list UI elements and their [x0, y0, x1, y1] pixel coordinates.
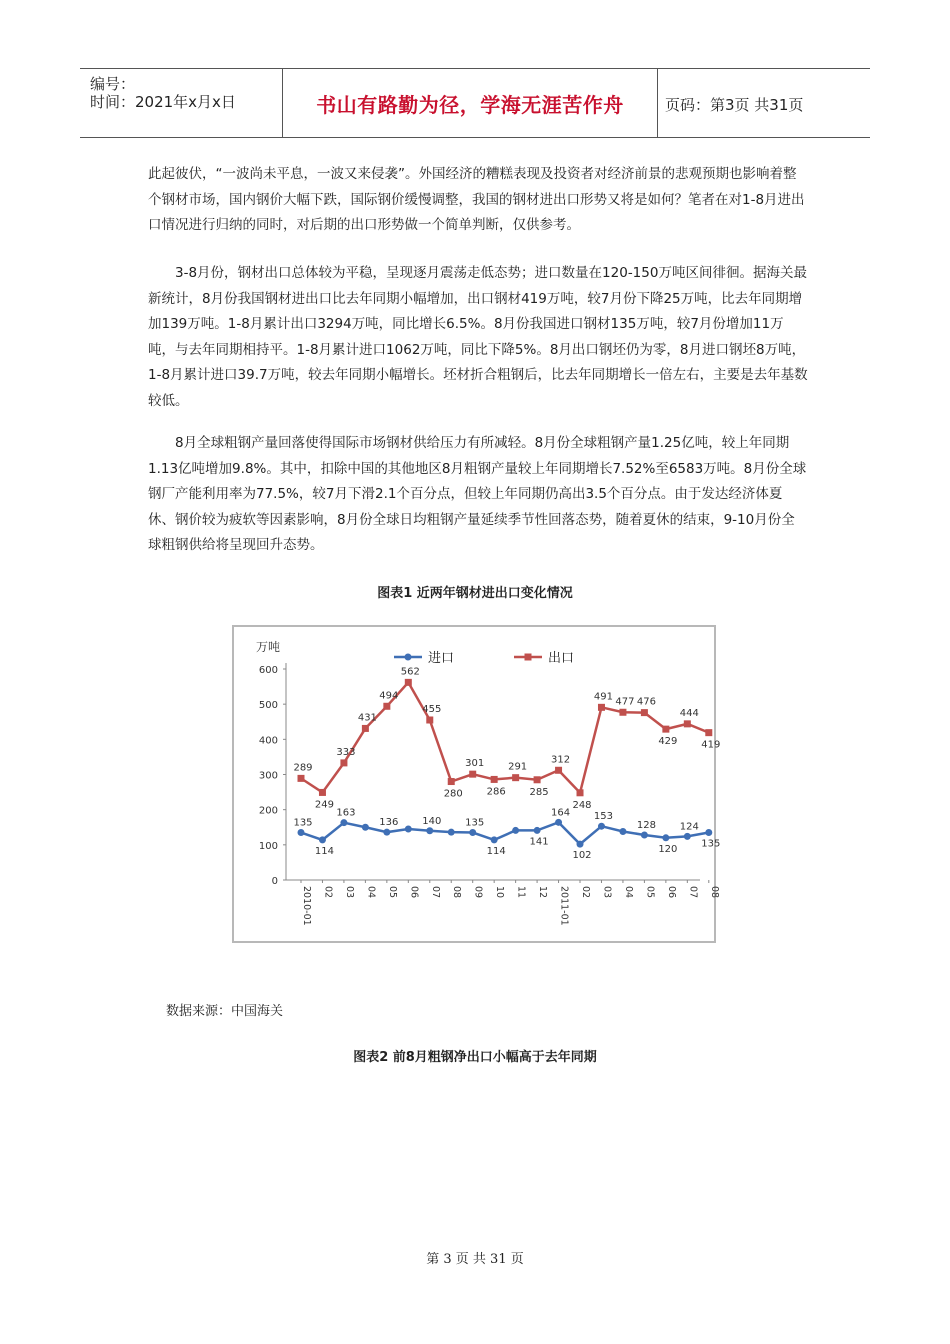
- page-header: [80, 68, 870, 138]
- data-label: 419: [701, 739, 721, 751]
- data-point: [512, 774, 519, 781]
- figure1-caption: 图表1 近两年钢材进出口变化情况: [377, 586, 573, 601]
- data-point: [298, 829, 305, 836]
- data-label: 141: [529, 836, 549, 848]
- data-label: 444: [679, 707, 699, 719]
- legend-marker: [525, 654, 532, 661]
- data-label: 249: [314, 799, 335, 811]
- data-point: [491, 836, 498, 843]
- paragraph-trade: [148, 261, 808, 414]
- data-label: 286: [486, 786, 506, 798]
- data-point: [705, 729, 712, 736]
- x-tick-label: 12: [537, 886, 549, 899]
- x-tick-label: 03: [601, 886, 613, 899]
- figure2-caption: 图表2 前8月粗钢净出口小幅高于去年同期: [353, 1050, 597, 1065]
- data-label: 333: [336, 746, 356, 758]
- data-label: 114: [486, 845, 506, 857]
- y-tick-label: 100: [258, 840, 278, 852]
- x-tick-label: 05: [386, 886, 398, 899]
- data-point: [598, 704, 605, 711]
- data-label: 280: [443, 788, 463, 800]
- data-label: 164: [551, 807, 571, 819]
- data-point: [684, 833, 691, 840]
- data-point: [383, 829, 390, 836]
- data-label: 140: [422, 815, 442, 827]
- data-point: [705, 829, 712, 836]
- data-point: [534, 776, 541, 783]
- y-tick-label: 0: [271, 876, 278, 887]
- data-point: [448, 829, 455, 836]
- x-tick-label: 09: [472, 886, 484, 899]
- data-point: [512, 827, 519, 834]
- data-label: 429: [658, 736, 678, 748]
- time-label: 时间：2021年x月x日: [90, 93, 236, 111]
- x-tick-label: 04: [622, 886, 634, 899]
- data-point: [555, 767, 562, 774]
- data-point: [426, 827, 433, 834]
- data-point: [448, 778, 455, 785]
- data-label: 431: [357, 712, 377, 724]
- data-point: [641, 831, 648, 838]
- data-point: [340, 759, 347, 766]
- page-footer: 第 3 页 共 31 页: [426, 1252, 524, 1267]
- x-tick-label: 10: [494, 886, 506, 899]
- motto: 书山有路勤为径，学海无涯苦作舟: [316, 93, 624, 117]
- data-point: [405, 826, 412, 833]
- data-label: 120: [658, 843, 678, 855]
- data-label: 491: [593, 691, 614, 703]
- data-label: 163: [336, 807, 356, 819]
- data-point: [662, 834, 669, 841]
- x-tick-label: 07: [429, 886, 441, 899]
- data-label: 562: [400, 666, 420, 678]
- data-point: [619, 828, 626, 835]
- x-tick-label: 06: [665, 886, 677, 899]
- x-tick-label: 03: [343, 886, 355, 899]
- data-label: 124: [679, 821, 699, 833]
- data-label: 248: [572, 799, 592, 811]
- data-label: 153: [593, 811, 614, 823]
- trade-line-chart: [234, 627, 721, 941]
- x-tick-label: 07: [687, 886, 699, 899]
- data-point: [662, 726, 669, 733]
- data-point: [491, 776, 498, 783]
- legend-marker: [405, 654, 412, 661]
- data-label: 301: [465, 758, 485, 770]
- x-tick-label: 04: [365, 886, 377, 899]
- header-page-cell: [657, 69, 870, 137]
- data-point: [577, 789, 584, 796]
- data-label: 128: [636, 819, 656, 831]
- x-tick-label: 2011-01: [558, 886, 570, 926]
- y-tick-label: 600: [258, 665, 278, 676]
- data-point: [469, 771, 476, 778]
- data-label: 289: [293, 762, 313, 774]
- y-axis-unit-label: 万吨: [256, 640, 281, 654]
- data-point: [426, 716, 433, 723]
- code-label: 编号：: [90, 75, 136, 93]
- data-point: [684, 720, 691, 727]
- data-point: [298, 775, 305, 782]
- data-label: 285: [529, 786, 549, 798]
- data-label: 102: [572, 850, 592, 862]
- paragraph-global: [148, 431, 808, 559]
- legend-label: 出口: [548, 651, 575, 666]
- data-label: 135: [701, 838, 721, 850]
- y-tick-label: 300: [258, 770, 278, 782]
- x-tick-label: 05: [644, 886, 656, 899]
- data-source: 数据来源：中国海关: [166, 1004, 284, 1019]
- y-tick-label: 500: [258, 700, 278, 712]
- header-motto-cell: [282, 69, 658, 137]
- data-point: [340, 819, 347, 826]
- data-label: 291: [508, 761, 528, 773]
- data-label: 136: [379, 817, 399, 829]
- data-label: 135: [293, 817, 313, 829]
- data-point: [319, 789, 326, 796]
- data-point: [362, 824, 369, 831]
- x-tick-label: 02: [322, 886, 334, 899]
- data-point: [383, 703, 390, 710]
- x-tick-label: 08: [451, 886, 463, 899]
- page-code: 页码：第3页 共31页: [665, 96, 804, 114]
- data-label: 477: [615, 696, 635, 708]
- data-point: [362, 725, 369, 732]
- data-point: [577, 841, 584, 848]
- x-tick-label: 2010-01: [301, 886, 312, 926]
- paragraph-intro: [148, 162, 808, 239]
- data-label: 455: [422, 703, 442, 715]
- data-point: [598, 823, 605, 830]
- chart-frame: [232, 625, 721, 943]
- data-point: [641, 709, 648, 716]
- data-point: [534, 827, 541, 834]
- paragraph-text: 此起彼伏，“一波尚未平息，一波又来侵袭”。外国经济的糟糕表现及投资者对经济前景的悲观预期也影响着整个钢材市场，国内钢价大幅下跌，国际钢价缓慢调整，我国的钢材进出口形势又将是如何？笔者在对1-8月进出口情况进行归纳的同时，对后期的出口形势做一个简单判断，仅供参考。: [148, 166, 805, 233]
- x-tick-label: 11: [515, 886, 527, 899]
- data-label: 476: [636, 696, 656, 708]
- data-label: 494: [379, 690, 399, 702]
- data-label: 114: [314, 845, 335, 857]
- data-point: [619, 709, 626, 716]
- legend-label: 进口: [428, 651, 455, 666]
- header-info-cell: [80, 69, 282, 137]
- x-tick-label: 08: [708, 886, 720, 899]
- data-point: [319, 836, 326, 843]
- paragraph-text: 3-8月份，钢材出口总体较为平稳，呈现逐月震荡走低态势；进口数量在120-150万吨区间徘徊。据海关最新统计，8月份我国钢材进出口比去年同期小幅增加，出口钢材419万吨，较7月份下降25万吨，比去年同期增加139万吨。1-8月累计出口3294万吨，同比增长6.5%。8月份我国进口钢材135万吨，较7月份增加11万吨，与去年同期相持平。1-8月累计进口1062万吨，同比下降5%。8月出口钢坯仍为零，8月进口钢坯8万吨，1-8月累计进口39.7万吨，较去年同期小幅增长。坯材折合粗钢后，比去年同期增长一倍左右，主要是去年基数较低。: [148, 265, 808, 409]
- y-tick-label: 200: [258, 805, 278, 817]
- data-point: [469, 829, 476, 836]
- data-label: 312: [551, 754, 571, 766]
- x-tick-label: 02: [580, 886, 592, 899]
- data-point: [555, 819, 562, 826]
- paragraph-text: 8月全球粗钢产量回落使得国际市场钢材供给压力有所减轻。8月份全球粗钢产量1.25亿吨，较上年同期1.13亿吨增加9.8%。其中，扣除中国的其他地区8月粗钢产量较上年同期增长7.52%至6583万吨。8月份全球钢厂产能利用率为77.5%，较7月下滑2.1个百分点，但较上年同期仍高出3.5个百分点。由于发达经济体夏休、钢价较为疲软等因素影响，8月份全球日均粗钢产量延续季节性回落态势，随着夏休的结束，9-10月份全球粗钢供给将呈现回升态势。: [148, 435, 807, 553]
- data-label: 135: [465, 817, 485, 829]
- data-point: [405, 679, 412, 686]
- y-tick-label: 400: [258, 735, 278, 747]
- x-tick-label: 06: [408, 886, 420, 899]
